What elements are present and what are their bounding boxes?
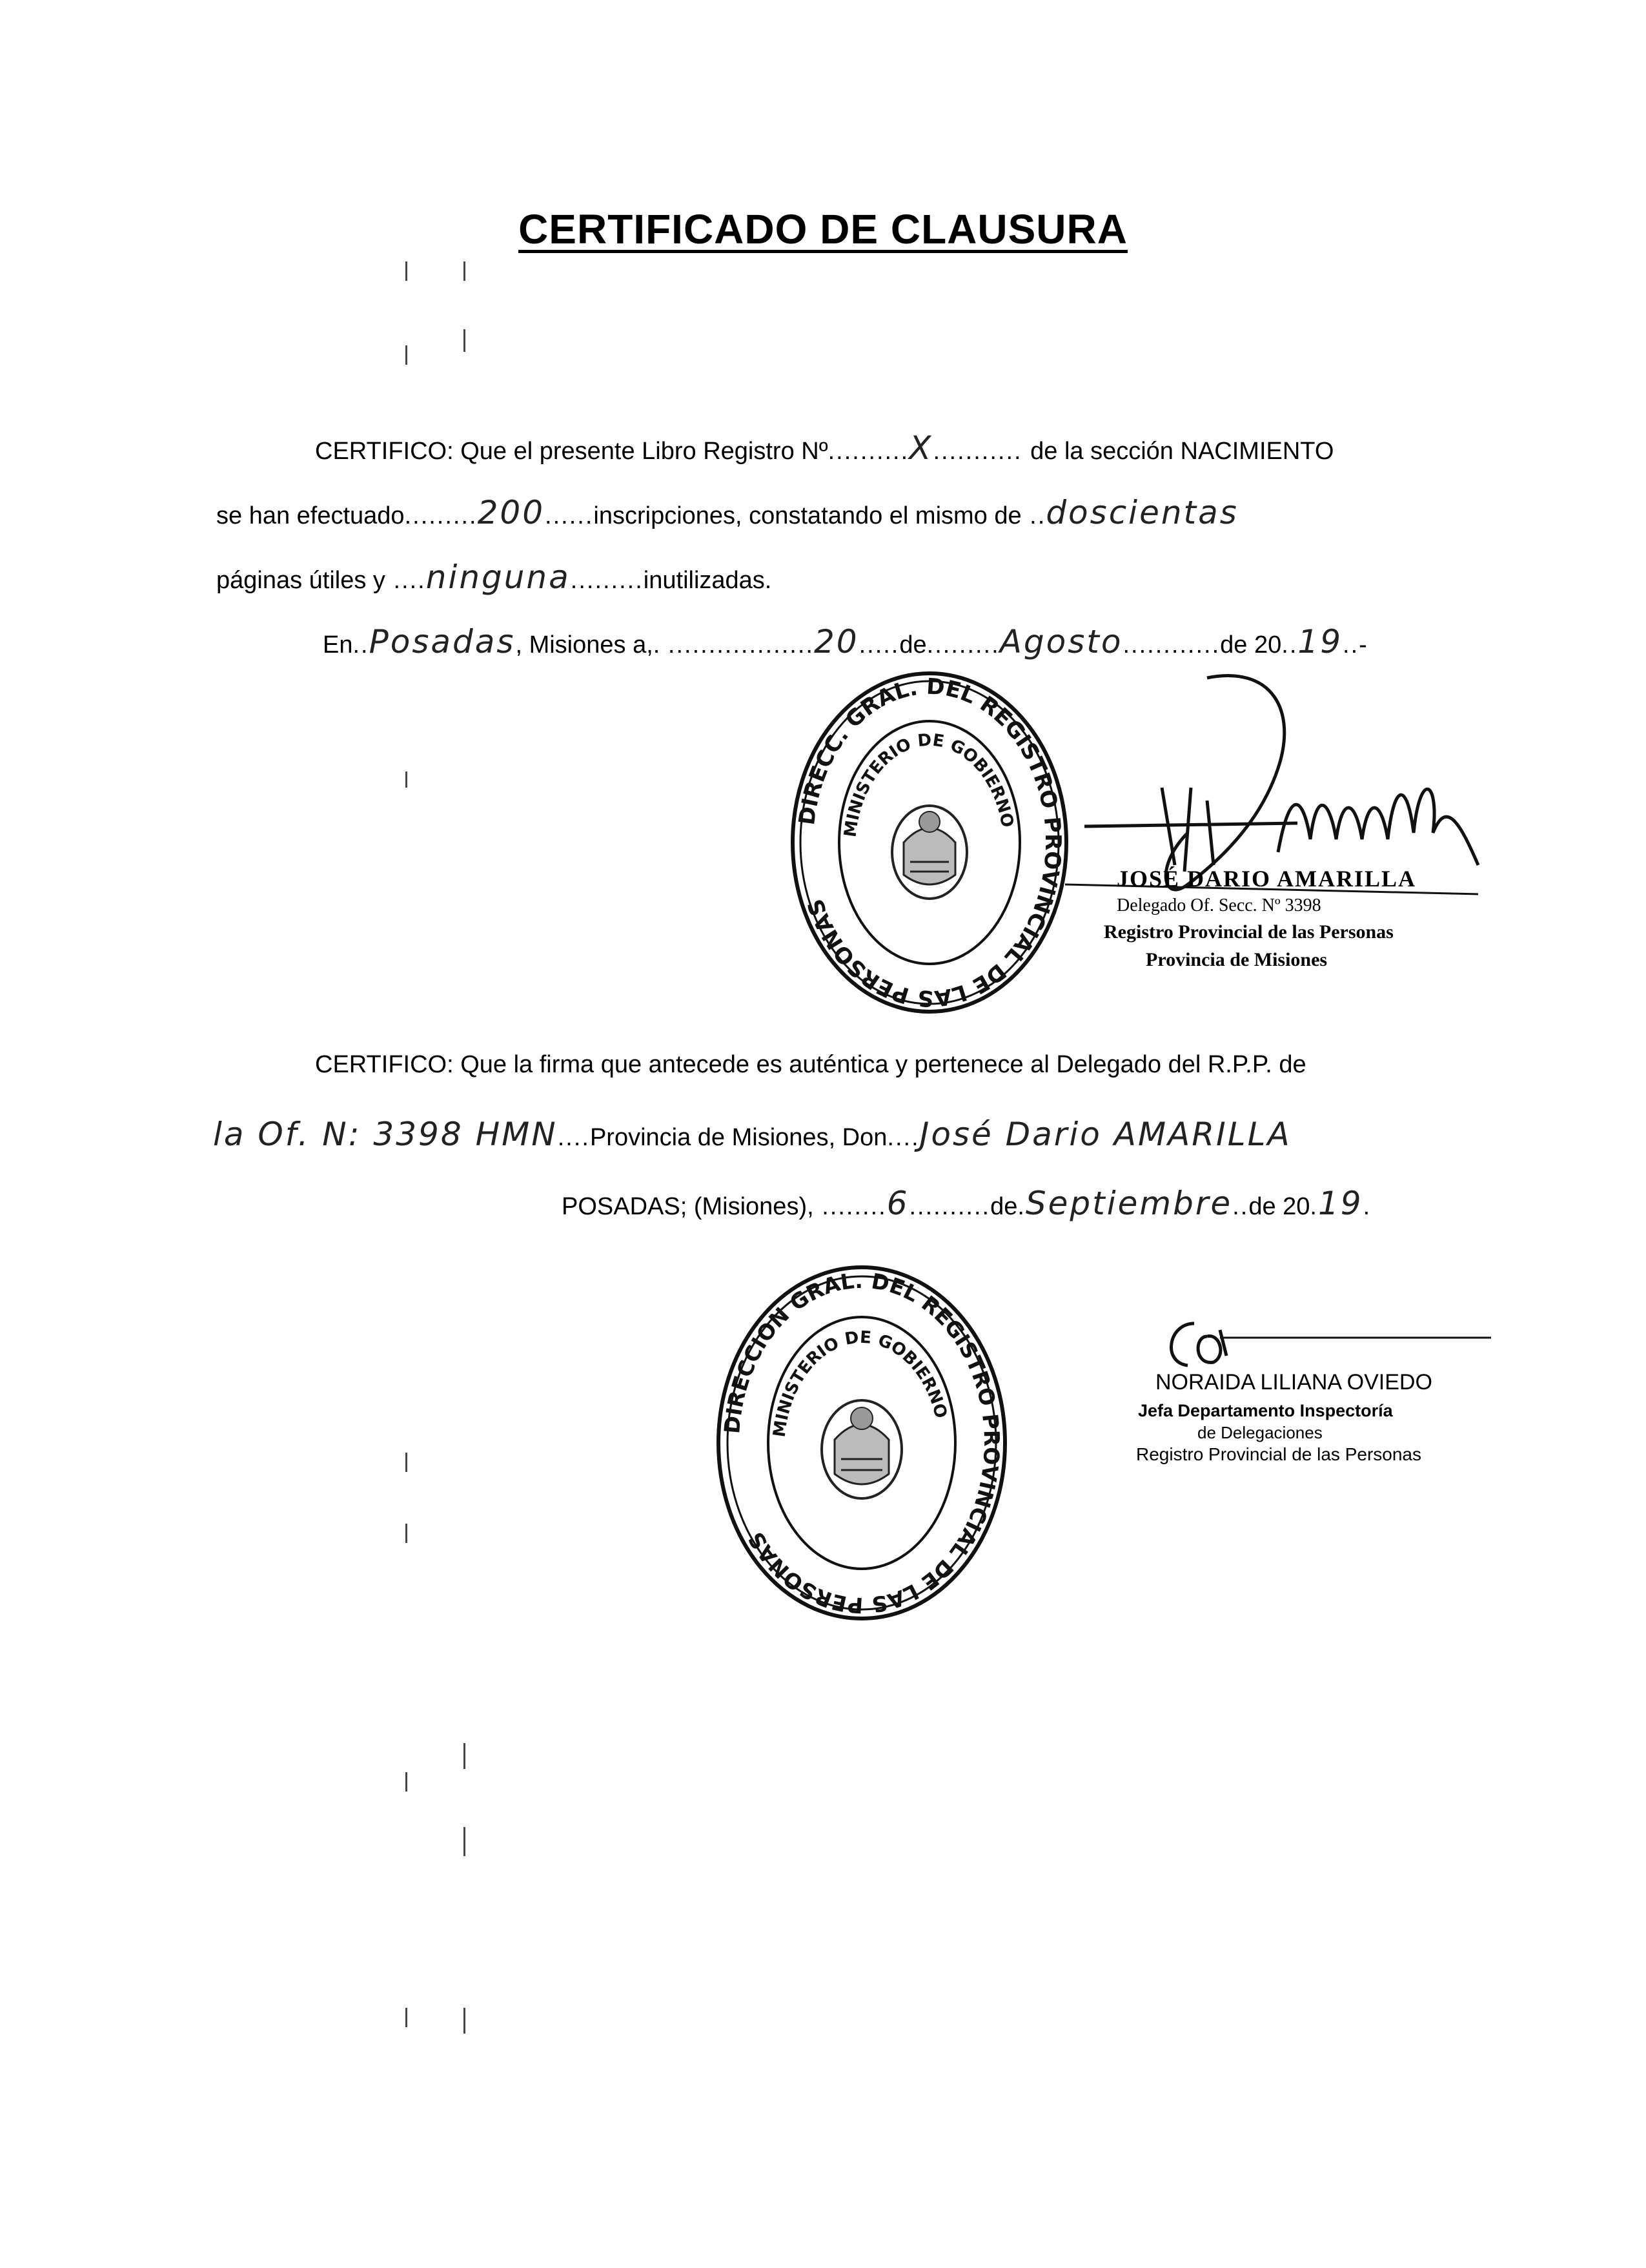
scan-mark: [463, 1827, 465, 1856]
paragraph2-line1: CERTIFICO: Que la firma que antecede es auténtica y pertenece al Delegado del R.P.P. de: [315, 1051, 1306, 1078]
scan-mark: [463, 261, 465, 281]
libro-number: X: [909, 429, 933, 467]
scan-mark: [405, 2008, 407, 2027]
seal1-inner-text: MINISTERIO DE GOBIERNO: [840, 730, 1017, 839]
inscripciones-count: 200: [477, 494, 545, 531]
stamp2-name: NORAIDA LILIANA OVIEDO: [1155, 1370, 1432, 1395]
coat-of-arms-icon: [822, 1400, 902, 1498]
scan-mark: [463, 1743, 465, 1769]
scan-mark: [405, 771, 407, 788]
stamp1-name: JOSÉ DARIO AMARILLA: [1117, 866, 1417, 892]
mes2: Septiembre: [1025, 1185, 1233, 1222]
seal2-outer-text: DIRECCION GRAL. DEL REGISTRO PROVINCIAL DE LAS PERSONAS: [719, 1267, 1005, 1619]
anio2: 19: [1317, 1185, 1363, 1222]
scan-mark: [463, 329, 465, 352]
dia: 20: [813, 623, 859, 660]
stamp2-title: Jefa Departamento Inspectoría: [1138, 1401, 1393, 1420]
paragraph1-line4: En..Posadas, Misiones a,. ..................20.....de.........Agosto............de 20..19..-: [323, 623, 1367, 660]
lugar: Posadas: [369, 623, 516, 660]
seal1-outer-text: DIRECC. GRAL. DEL REGISTRO PROVINCIAL DE LAS PERSONAS: [794, 673, 1066, 1012]
scan-mark: [405, 261, 407, 281]
stamp1-province: Provincia de Misiones: [1146, 949, 1328, 970]
official-seal-1: [787, 668, 1072, 1017]
scan-mark: [405, 345, 407, 365]
scan-mark: [405, 1772, 407, 1792]
scan-mark: [405, 1453, 407, 1472]
coat-of-arms-icon: [892, 806, 967, 899]
stamp2-org: Registro Provincial de las Personas: [1136, 1444, 1421, 1464]
mes: Agosto: [999, 623, 1123, 660]
inutilizadas-count: ninguna: [425, 558, 571, 596]
don-nombre: José Dario AMARILLA: [919, 1116, 1292, 1153]
paragraph2-line2: la Of. N: 3398 HMN....Provincia de Misiones, Don....José Dario AMARILLA: [213, 1116, 1292, 1153]
anio: 19: [1297, 623, 1343, 660]
paragraph2-line3: POSADAS; (Misiones), ........6..........de.Septiembre..de 20.19.: [562, 1185, 1372, 1222]
paginas-utiles: doscientas: [1046, 494, 1239, 531]
oficina: la Of. N: 3398 HMN: [213, 1116, 558, 1153]
official-seal-2: [713, 1262, 1010, 1624]
dia2: 6: [886, 1185, 909, 1222]
page-title: CERTIFICADO DE CLAUSURA: [518, 206, 1128, 252]
scan-mark: [463, 2008, 465, 2034]
paragraph1-line3: páginas útiles y ....ninguna.........inutilizadas.: [216, 558, 772, 596]
stamp1-title: Delegado Of. Secc. Nº 3398: [1117, 895, 1321, 915]
paragraph1-line2: se han efectuado.........200......inscripciones, constatando el mismo de ..doscientas: [216, 494, 1239, 531]
scan-mark: [405, 1524, 407, 1543]
seal2-inner-text: MINISTERIO DE GOBIERNO: [769, 1327, 951, 1438]
stamp1-org: Registro Provincial de las Personas: [1104, 921, 1394, 943]
paragraph1-line1: CERTIFICO: Que el presente Libro Registro Nº..........X........... de la sección NACIMIENTO: [315, 429, 1334, 467]
signature-2: [1149, 1317, 1498, 1375]
stamp2-subtitle: de Delegaciones: [1197, 1423, 1323, 1442]
